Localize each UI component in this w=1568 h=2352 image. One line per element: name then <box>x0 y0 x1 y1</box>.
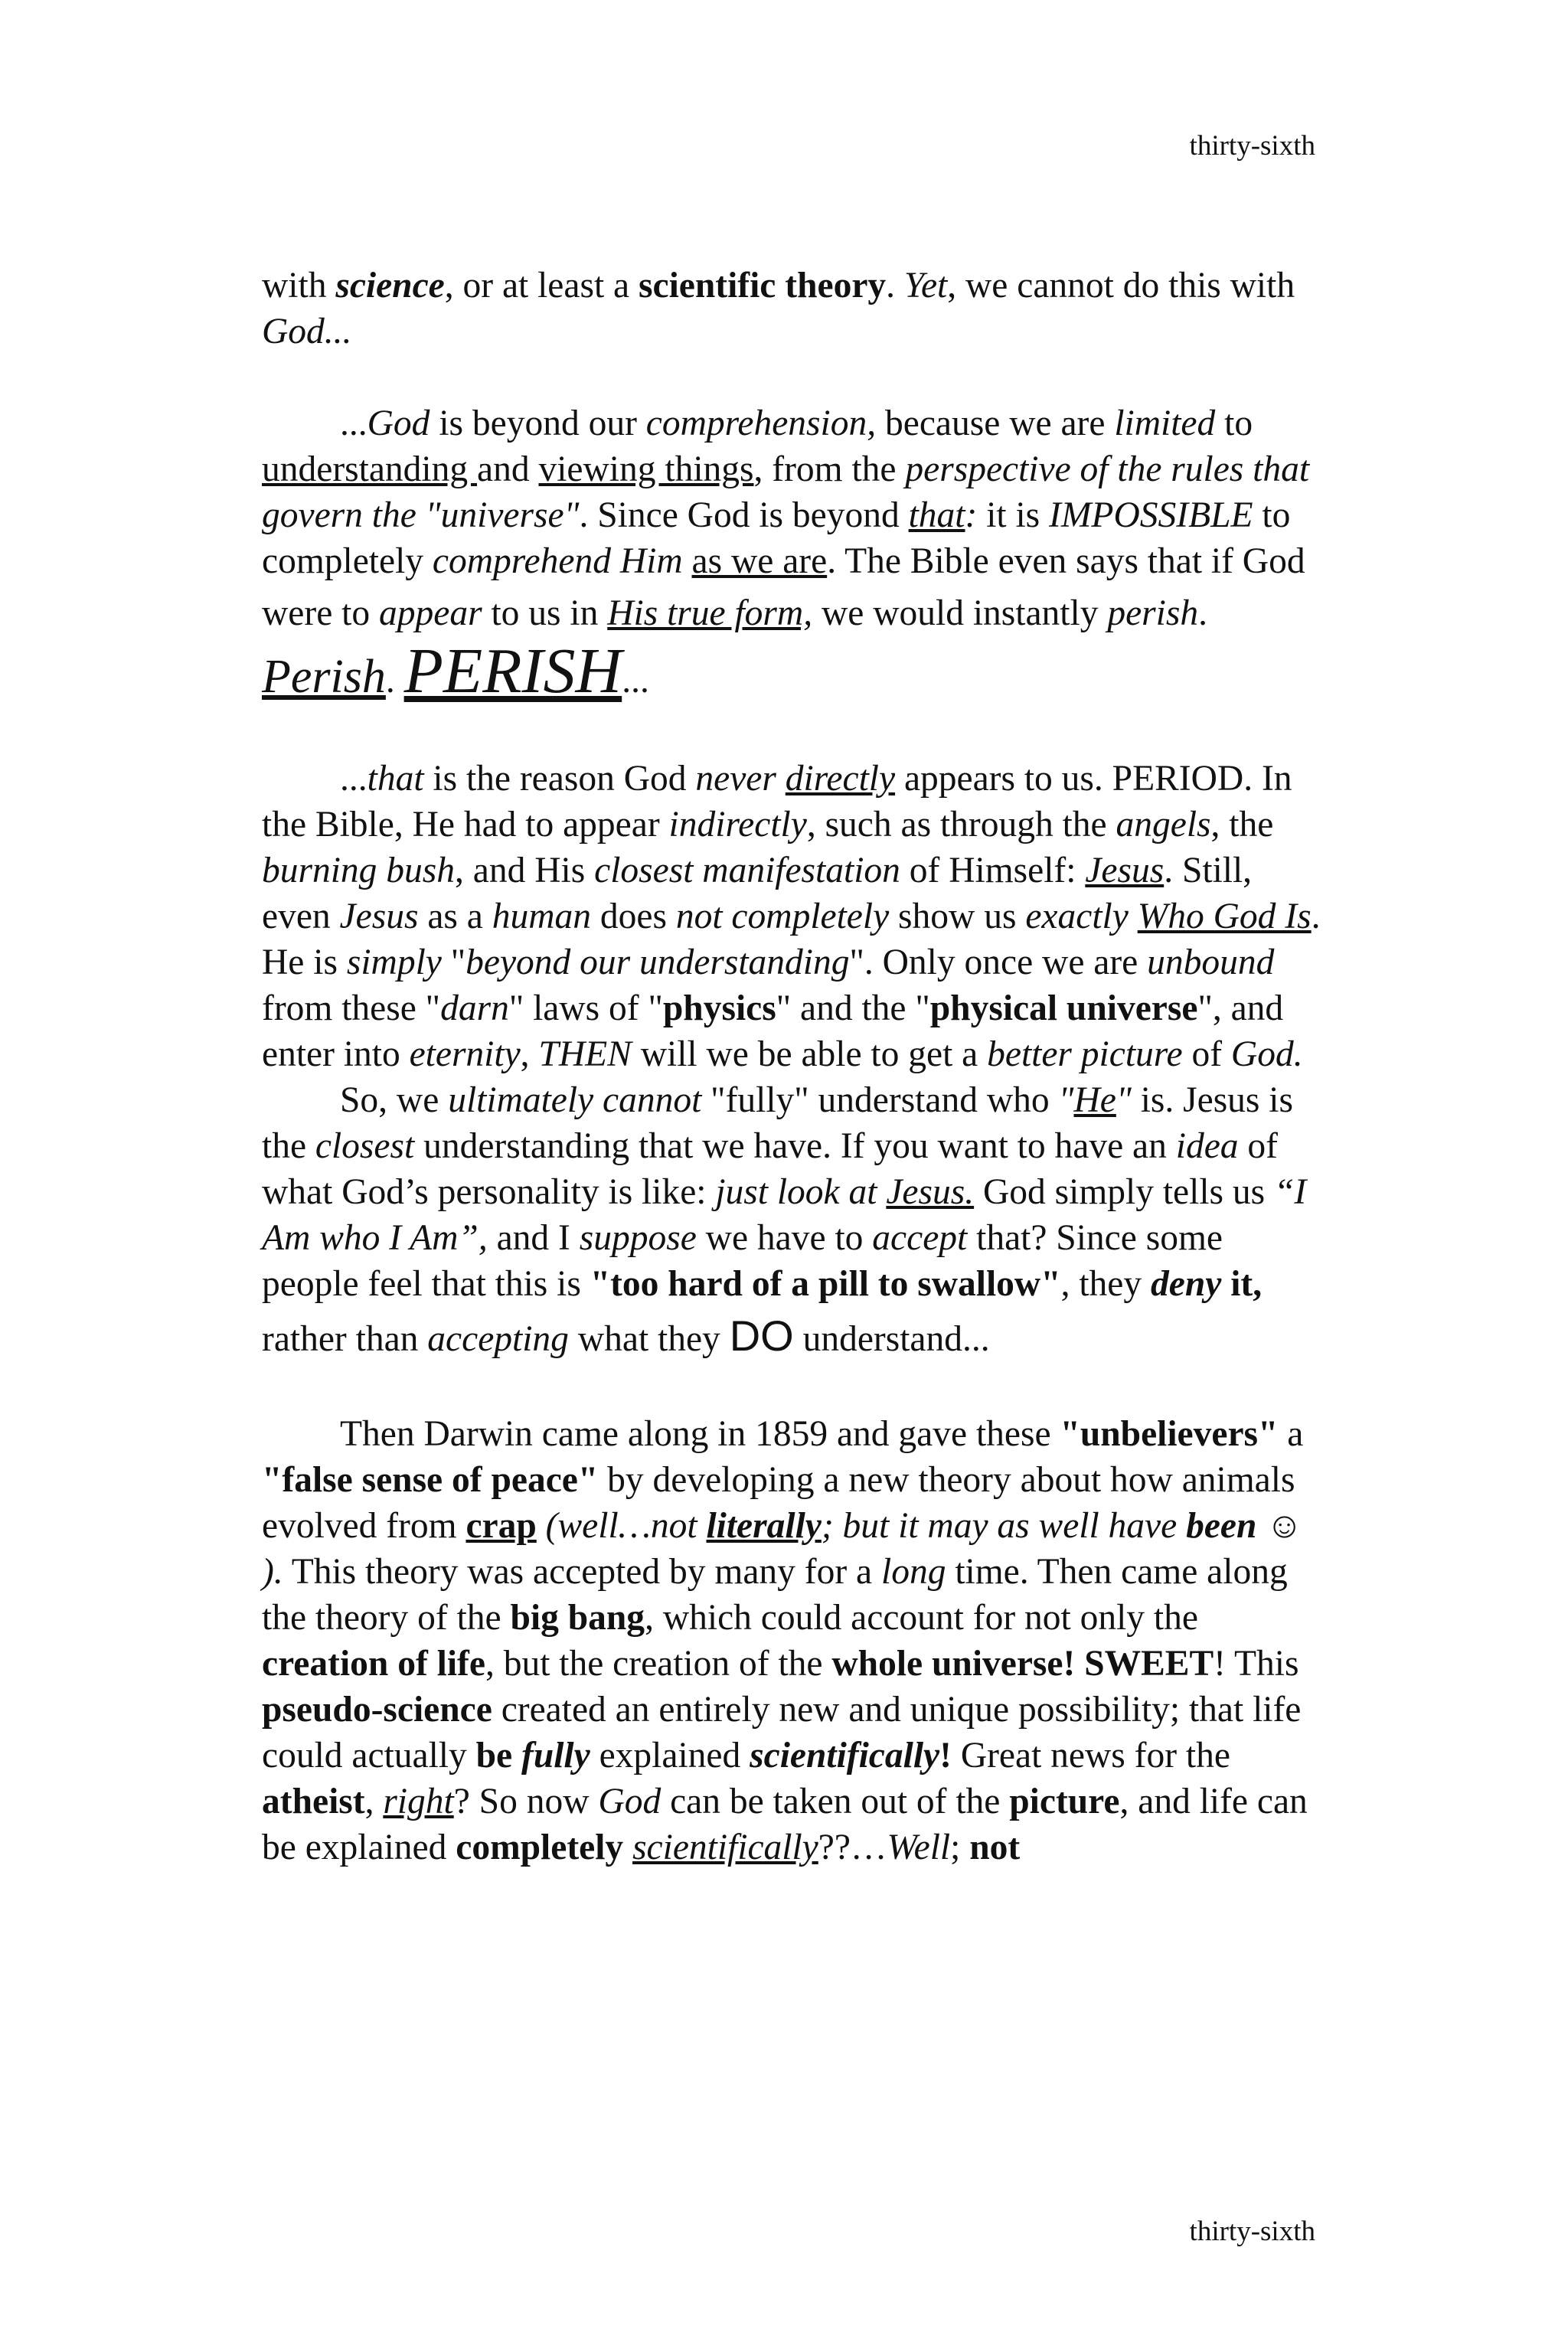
paragraph-4: So, we ultimately cannot "fully" understand who "He" is. Jesus is the closest understanding that we have. If you want to have an idea of what God’s personality is like: just look at Jesus. God simply tells us “I Am who I Am”, and I suppose we have to accept that? Since some people feel that this is "too hard of a pill to swallow", they deny it, rather than accepting what they DO understand... <box>262 1080 1307 1360</box>
paragraph-2: ...God is beyond our comprehension, because we are limited to understanding and viewing things, from the perspective of the rules that govern the "universe". Since God is beyond that: it is IMPOSSIBLE to completely comprehend Him as we are. The Bible even says that if God were to appear to us in His true form, we would instantly perish. Perish. PERISH... <box>262 403 1310 707</box>
paragraph-5: Then Darwin came along in 1859 and gave these "unbelievers" a "false sense of peace" by developing a new theory about how animals evolved from crap (well…not literally; but it may as well have been ☺ ). This theory was accepted by many for a long time. Then came along the theory of the big bang, which could account for not only the creation of life, but the creation of the whole universe! SWEET! This pseudo-science created an entirely new and unique possibility; that life could actually be fully explained scientifically! Great news for the atheist, right? So now God can be taken out of the picture, and life can be explained completely scientifically??…Well; not <box>262 1414 1308 1867</box>
paragraph-3: ...that is the reason God never directly appears to us. PERIOD. In the Bible, He had to appear indirectly, such as through the angels, the burning bush, and His closest manifestation of Himself: Jesus. Still, even Jesus as a human does not completely show us exactly Who God Is. He is simply "beyond our understanding". Only once we are unbound from these "darn" laws of "physics" and the "physical universe", and enter into eternity, THEN will we be able to get a better picture of God. <box>262 759 1321 1074</box>
page-header-label: thirty-sixth <box>1189 130 1315 162</box>
paragraph-1: with science, or at least a scientific theory. Yet, we cannot do this with God... <box>262 266 1295 351</box>
document-body <box>262 263 1326 1870</box>
page-footer-label: thirty-sixth <box>1189 2216 1315 2247</box>
